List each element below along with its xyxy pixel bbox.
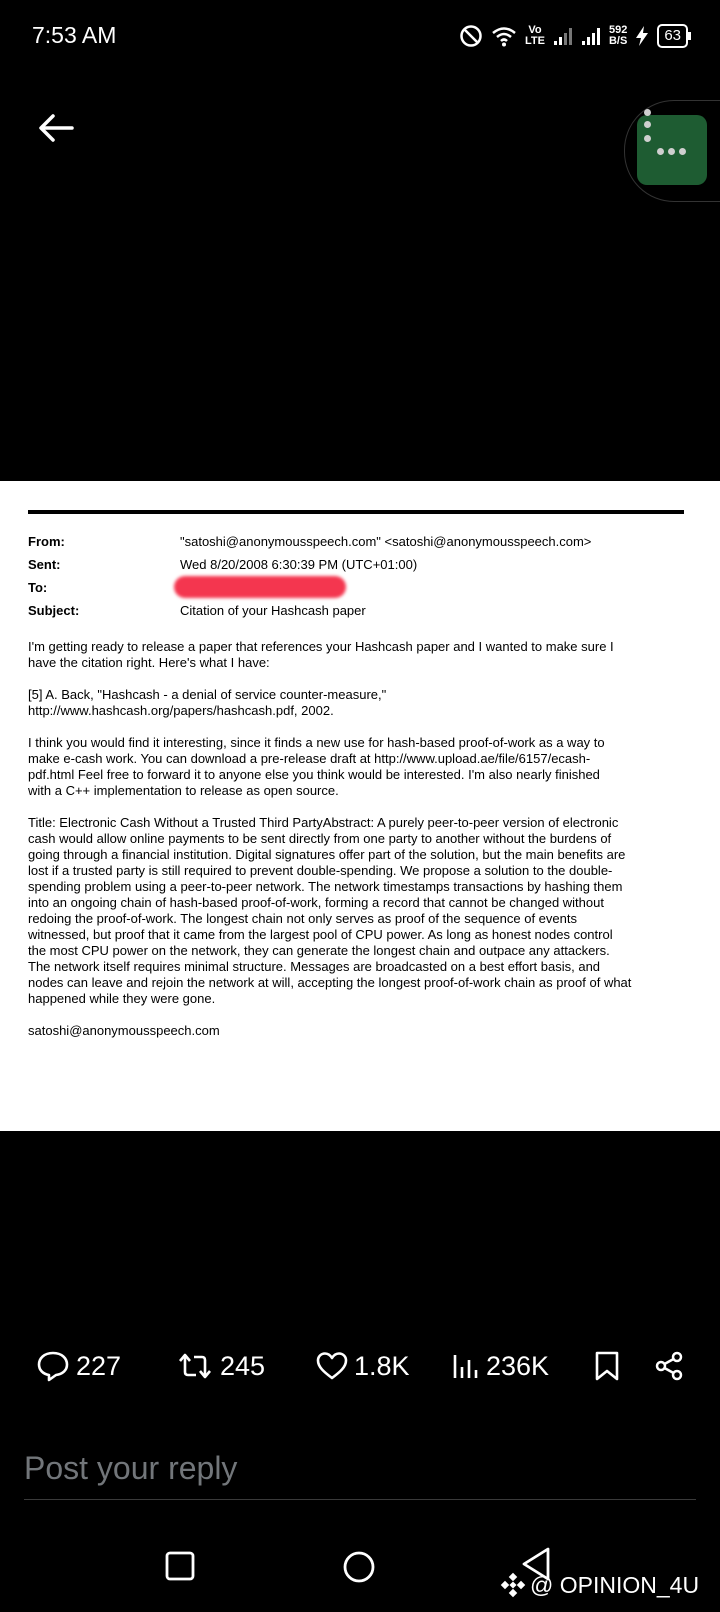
signal-icon-sim2 — [581, 26, 601, 46]
bookmark-icon — [594, 1350, 620, 1382]
reply-icon — [36, 1350, 70, 1382]
do-not-disturb-icon — [459, 24, 483, 48]
header-to — [28, 580, 688, 603]
document-rule — [28, 510, 684, 514]
header-sent — [28, 557, 688, 580]
share-button[interactable] — [654, 1340, 684, 1392]
network-speed: 592 B/S — [608, 24, 628, 47]
email-paragraph: I think you would find it interesting, since it finds a new use for hash-based proof-of-work as a way to make e-cash work. You can download a pre-release draft at http://www.upload.ae/file/6157/ecash- pdf.html Feel free to forward it to anyone else you think would be interested. I'm also nearly finished with a C++ implementation to release as open source. — [28, 735, 605, 798]
status-bar — [0, 0, 720, 72]
binance-logo-icon — [500, 1572, 526, 1598]
header-value: "satoshi@anonymousspeech.com" <satoshi@anonymousspeech.com> — [180, 534, 592, 549]
nav-recents-icon — [164, 1550, 196, 1582]
reply-composer — [24, 1438, 696, 1498]
nav-home-button[interactable] — [342, 1550, 376, 1589]
email-signature: satoshi@anonymousspeech.com — [28, 1023, 220, 1038]
redaction-mark — [174, 576, 346, 598]
signal-icon-sim1 — [553, 26, 573, 46]
header-value: Citation of your Hashcash paper — [180, 603, 366, 618]
engagement-bar — [0, 1340, 720, 1392]
volte-indicator: Vo LTE — [524, 24, 545, 47]
header-from — [28, 534, 688, 557]
views-icon — [452, 1351, 480, 1381]
header-label: From: — [28, 534, 65, 549]
nav-home-icon — [342, 1550, 376, 1584]
back-arrow-icon — [38, 114, 74, 142]
wifi-icon — [491, 25, 517, 47]
header-label: To: — [28, 580, 48, 595]
floating-overlay-widget[interactable] — [624, 100, 720, 202]
reply-input[interactable] — [24, 1438, 696, 1498]
header-value: Wed 8/20/2008 6:30:39 PM (UTC+01:00) — [180, 557, 418, 572]
reply-button[interactable] — [36, 1340, 121, 1392]
header-subject — [28, 603, 688, 626]
like-count: 1.8K — [354, 1350, 410, 1381]
status-icons — [459, 20, 688, 52]
email-image[interactable] — [0, 481, 720, 1131]
views-button[interactable] — [452, 1340, 549, 1392]
battery-indicator: 63 — [657, 24, 688, 48]
charging-icon — [635, 25, 649, 47]
header-label: Subject: — [28, 603, 80, 618]
reply-count: 227 — [76, 1350, 122, 1381]
watermark — [500, 1570, 699, 1600]
status-time: 7:53 AM — [32, 22, 117, 48]
view-count: 236K — [486, 1350, 550, 1381]
back-button[interactable] — [36, 108, 76, 148]
reply-divider — [24, 1499, 696, 1500]
email-abstract: Title: Electronic Cash Without a Trusted Third PartyAbstract: A purely peer-to-peer version of electronic cash would allow online payments to be sent directly from one party to another without the burdens of going through a financial institution. Digital signatures offer part of the solution, but the main benefits are lost if a trusted party is still required to prevent double-spending. We propose a solution to the double- spending problem using a peer-to-peer network. The network timestamps transactions by hashing them into an ongoing chain of hash-based proof-of-work, forming a record that cannot be changed without redoing the proof-of-work. The longest chain not only serves as proof of the sequence of events witnessed, but proof that it came from the largest pool of CPU power. As long as honest nodes control the most CPU power on the network, they can generate the longest chain and outpace any attackers. The network itself requires minimal structure. Messages are broadcasted on a best effort basis, and nodes can leave and rejoin the network at will, accepting the longest proof-of-work chain as proof of what happened while they were gone. — [28, 815, 632, 1006]
share-icon — [654, 1351, 684, 1381]
email-headers — [28, 534, 688, 626]
watermark-text: @ OPINION_4U — [530, 1571, 700, 1598]
email-citation: [5] A. Back, "Hashcash - a denial of service counter-measure," http://www.hashcash.org/papers/hashcash.pdf, 2002. — [28, 687, 387, 718]
email-paragraph: I'm getting ready to release a paper that references your Hashcash paper and I wanted to make sure I have the citation right. Here's what I have: — [28, 639, 614, 670]
email-body — [28, 639, 688, 1055]
like-button[interactable] — [316, 1340, 410, 1392]
like-icon — [316, 1351, 348, 1381]
header-label: Sent: — [28, 557, 61, 572]
overlay-app-icon — [637, 115, 707, 185]
repost-count: 245 — [220, 1350, 266, 1381]
repost-icon — [176, 1351, 214, 1381]
nav-recents-button[interactable] — [164, 1550, 196, 1587]
repost-button[interactable] — [176, 1340, 265, 1392]
bookmark-button[interactable] — [594, 1340, 620, 1392]
